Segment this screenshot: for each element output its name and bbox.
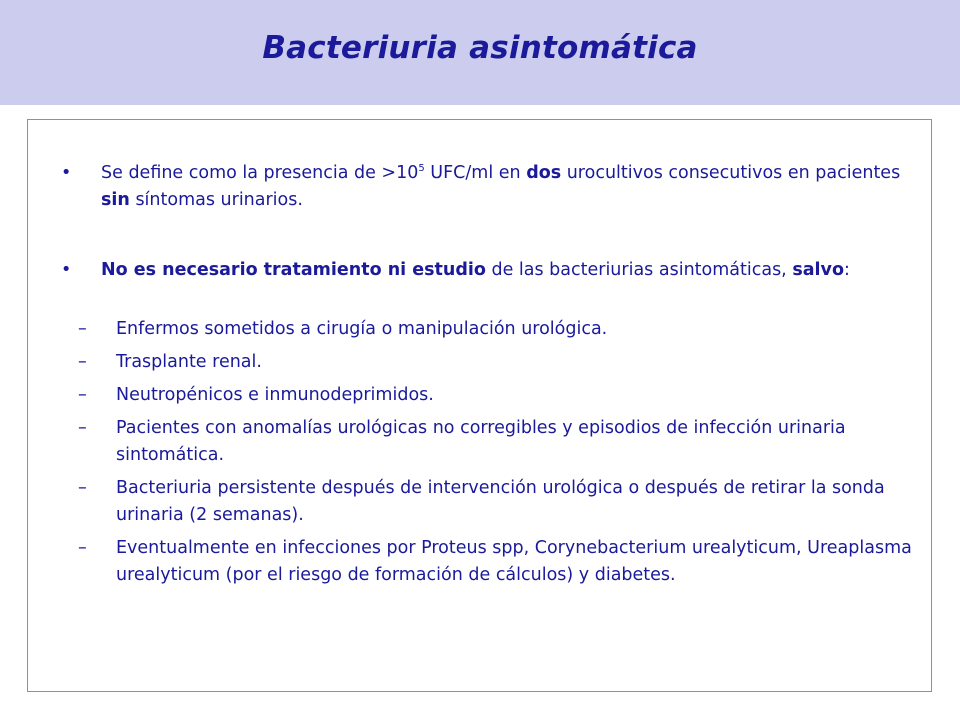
bullet-text-bold: salvo (792, 260, 844, 280)
bullet-text-part: urocultivos consecutivos en pacientes (561, 163, 901, 183)
bullet-text-part: : (843, 260, 850, 280)
list-item-text: Neutropénicos e inmunodeprimidos. (116, 385, 434, 405)
list-item (78, 316, 918, 343)
bullet-marker: • (61, 260, 72, 280)
bullet-text-part: Se define como la presencia de >10 (101, 163, 419, 183)
bullet-text-bold: sin (101, 190, 130, 210)
dash-marker: – (78, 319, 87, 339)
list-item (78, 535, 918, 589)
bullet-text-bold: dos (526, 163, 562, 183)
list-item-text: Trasplante renal. (116, 352, 262, 372)
list-item-text: Pacientes con anomalías urológicas no corregibles y episodios de infección urinaria sintomática. (116, 418, 846, 465)
bullet-text (101, 257, 901, 284)
bullet-text-part: síntomas urinarios. (129, 190, 303, 210)
bullet-text-part: UFC/ml en (424, 163, 527, 183)
list-item-text: Bacteriuria persistente después de intervención urológica o después de retirar la sonda urinaria (2 semanas). (116, 478, 885, 525)
exponent: 5 (418, 163, 425, 175)
content-box (27, 119, 932, 692)
list-item (78, 382, 918, 409)
dash-marker: – (78, 352, 87, 372)
bullet-marker: • (61, 163, 72, 183)
dash-marker: – (78, 418, 87, 438)
dash-marker: – (78, 478, 87, 498)
bullet-text-part: de las bacteriurias asintomáticas, (485, 260, 793, 280)
bullet-item (61, 257, 901, 284)
bullet-text (101, 160, 901, 214)
dash-marker: – (78, 538, 87, 558)
list-item-text: Enfermos sometidos a cirugía o manipulación urológica. (116, 319, 608, 339)
slide-title: Bacteriuria asintomática (262, 30, 698, 66)
list-item-text: Eventualmente en infecciones por Proteus spp, Corynebacterium urealyticum, Ureaplasma urealyticum (por el riesgo de formación de cálculos) y diabetes. (116, 538, 912, 585)
list-item (78, 349, 918, 376)
exceptions-list (78, 316, 918, 595)
list-item (78, 475, 918, 529)
bullet-text-bold: No es necesario tratamiento ni estudio (101, 260, 486, 280)
dash-marker: – (78, 385, 87, 405)
list-item (78, 415, 918, 469)
bullet-item (61, 160, 901, 214)
